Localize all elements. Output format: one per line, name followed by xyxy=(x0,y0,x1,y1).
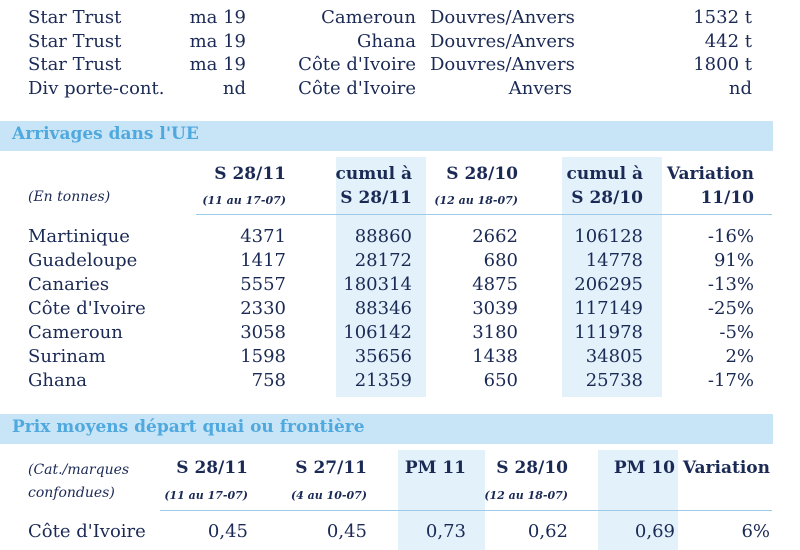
arrivals-row-name: Ghana xyxy=(28,370,88,391)
arrivals-header-top: cumul à xyxy=(566,164,643,184)
shipment-quantity: 442 t xyxy=(704,30,752,52)
arrivals-header-sub: S 28/11 xyxy=(340,188,412,208)
arrivals-cell: 3180 xyxy=(472,322,518,343)
arrivals-row-name: Martinique xyxy=(28,226,130,247)
arrivals-header-top: cumul à xyxy=(335,164,412,184)
arrivals-cell: 111978 xyxy=(574,322,643,343)
arrivals-unit-note: (En tonnes) xyxy=(28,189,111,205)
arrivals-cell: 106142 xyxy=(343,322,412,343)
arrivals-cell: 3039 xyxy=(472,298,518,319)
arrivals-header-period: (11 au 17-07) xyxy=(202,194,286,207)
prices-header-top: PM 11 xyxy=(404,458,466,478)
prices-note-line1: (Cat./marques xyxy=(28,462,130,478)
shipment-date: ma 19 xyxy=(189,7,246,28)
prices-header-top: PM 10 xyxy=(613,458,675,478)
arrivals-row-name: Cameroun xyxy=(28,322,123,343)
prices-header-separator xyxy=(160,510,772,511)
prices-title-band xyxy=(0,414,773,444)
shipment-origin: Côte d'Ivoire xyxy=(298,77,416,99)
shipment-date: ma 19 xyxy=(189,54,246,75)
arrivals-cell: 5557 xyxy=(240,274,286,295)
arrivals-row-name: Guadeloupe xyxy=(28,250,138,271)
arrivals-cell: -25% xyxy=(707,298,754,319)
shipment-ship: Star Trust xyxy=(28,7,122,28)
arrivals-cell: 117149 xyxy=(574,298,643,319)
arrivals-cell: 88346 xyxy=(354,298,412,319)
prices-header-period: (11 au 17-07) xyxy=(164,489,248,502)
arrivals-row-name: Côte d'Ivoire xyxy=(28,298,146,319)
arrivals-cell: 680 xyxy=(483,250,518,271)
shipment-ship: Star Trust xyxy=(28,30,122,52)
arrivals-cell: 34805 xyxy=(585,346,643,367)
arrivals-title: Arrivages dans l'UE xyxy=(12,124,199,144)
arrivals-cell: 14778 xyxy=(585,250,643,271)
arrivals-header-top: S 28/10 xyxy=(446,164,518,184)
arrivals-cell: -13% xyxy=(707,274,754,295)
shipment-ship: Star Trust xyxy=(28,54,122,75)
shipment-quantity: nd xyxy=(728,77,752,99)
arrivals-cell: 88860 xyxy=(354,226,412,247)
prices-row-name: Côte d'Ivoire xyxy=(28,521,146,542)
prices-header-top: Variation xyxy=(682,458,770,478)
shipment-quantity: 1800 t xyxy=(693,54,752,75)
prices-header-top: S 28/10 xyxy=(496,458,568,478)
shipment-route: Anvers xyxy=(508,77,572,99)
arrivals-cell: 758 xyxy=(251,370,286,391)
arrivals-title-band xyxy=(0,121,773,151)
shipment-route: Douvres/Anvers xyxy=(430,30,575,52)
arrivals-header-top: Variation xyxy=(666,164,754,184)
arrivals-cell: 3058 xyxy=(240,322,286,343)
shipment-origin: Côte d'Ivoire xyxy=(298,54,416,75)
prices-cell: 0,62 xyxy=(527,521,568,542)
prices-cell: 0,45 xyxy=(207,521,248,542)
arrivals-header-period: (12 au 18-07) xyxy=(434,194,518,207)
arrivals-cell: 2330 xyxy=(240,298,286,319)
arrivals-cell: 2% xyxy=(725,346,754,367)
arrivals-header-separator xyxy=(196,214,772,215)
prices-header-period: (12 au 18-07) xyxy=(484,489,568,502)
arrivals-row-name: Canaries xyxy=(28,274,110,295)
arrivals-row-name: Surinam xyxy=(28,346,106,367)
prices-cell: 0,69 xyxy=(634,521,675,542)
shipment-quantity: 1532 t xyxy=(693,7,752,28)
arrivals-cell: 35656 xyxy=(354,346,412,367)
arrivals-header-top: S 28/11 xyxy=(214,164,286,184)
arrivals-cell: 106128 xyxy=(574,226,643,247)
arrivals-cell: -5% xyxy=(719,322,754,343)
prices-cell: 6% xyxy=(741,521,770,542)
arrivals-cell: 650 xyxy=(483,370,518,391)
shipment-route: Douvres/Anvers xyxy=(430,7,575,28)
prices-header-period: (4 au 10-07) xyxy=(290,489,367,502)
prices-cell: 0,45 xyxy=(326,521,367,542)
shipment-date: nd xyxy=(222,77,246,99)
arrivals-cell: -16% xyxy=(707,226,754,247)
arrivals-header-sub: S 28/10 xyxy=(571,188,643,208)
shipment-date: ma 19 xyxy=(189,30,246,52)
prices-title: Prix moyens départ quai ou frontière xyxy=(12,417,365,437)
shipment-origin: Cameroun xyxy=(321,7,416,28)
arrivals-cell: 1598 xyxy=(240,346,286,367)
arrivals-cell: 1438 xyxy=(472,346,518,367)
arrivals-cell: 91% xyxy=(713,250,754,271)
prices-header-top: S 27/11 xyxy=(295,458,367,478)
arrivals-cell: 4875 xyxy=(472,274,518,295)
arrivals-header-sub: 11/10 xyxy=(700,188,754,208)
arrivals-cell: 21359 xyxy=(354,370,412,391)
arrivals-cell: -17% xyxy=(707,370,754,391)
shipment-ship: Div porte-cont. xyxy=(28,77,165,99)
prices-header-top: S 28/11 xyxy=(176,458,248,478)
arrivals-cell: 25738 xyxy=(585,370,643,391)
arrivals-cell: 4371 xyxy=(240,226,286,247)
arrivals-cell: 28172 xyxy=(354,250,412,271)
prices-note-line2: confondues) xyxy=(28,485,115,501)
arrivals-cell: 2662 xyxy=(472,226,518,247)
prices-cell: 0,73 xyxy=(425,521,466,542)
arrivals-cell: 206295 xyxy=(574,274,643,295)
arrivals-cell: 1417 xyxy=(240,250,286,271)
arrivals-cell: 180314 xyxy=(343,274,412,295)
shipment-route: Douvres/Anvers xyxy=(430,54,575,75)
shipment-origin: Ghana xyxy=(356,30,416,52)
